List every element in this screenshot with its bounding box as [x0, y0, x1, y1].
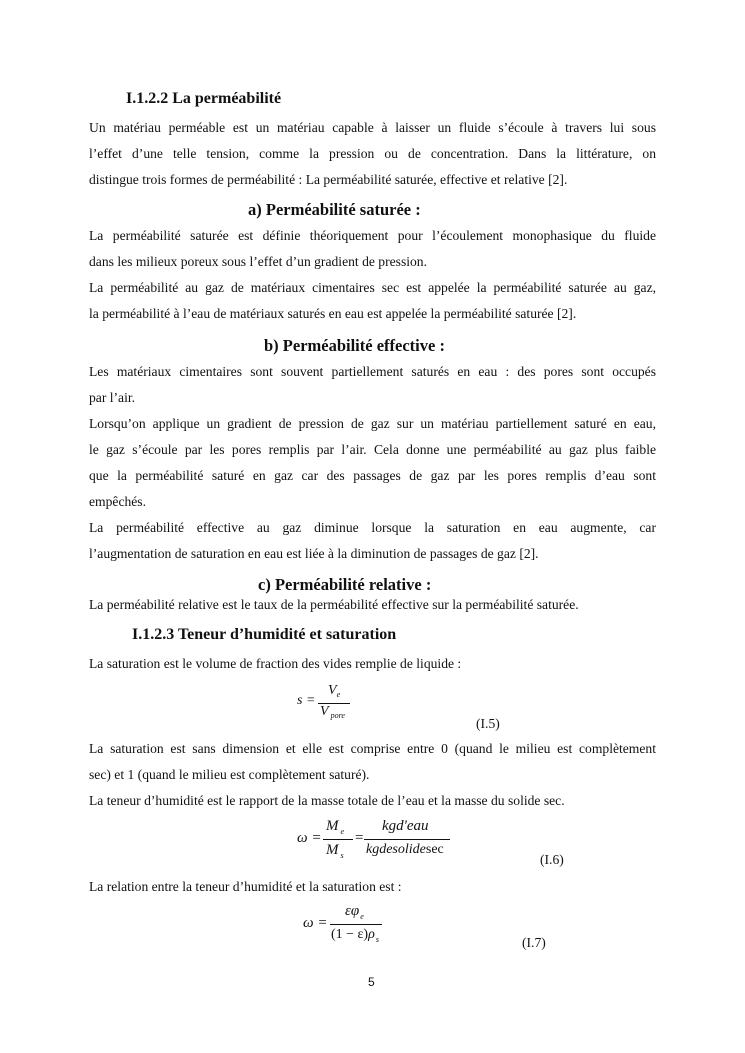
eq6-num1: M $_e$	[326, 818, 345, 836]
subsection-heading-saturee: a) Perméabilité saturée :	[248, 200, 421, 219]
eq6-den1: M $_s$	[326, 842, 344, 860]
eq6-fraction-bar-2	[364, 839, 450, 840]
eq5-numerator: $V_e$	[328, 683, 341, 699]
saturee-line-4: la perméabilité à l’eau de matériaux saturés en eau est appelée la perméabilité saturée [2].	[89, 306, 577, 321]
effective-line-2: par l’air.	[89, 390, 136, 405]
intro-line-1: Un matériau perméable est un matériau capable à laisser un fluide s’écoule à travers lui sous	[89, 120, 656, 135]
section-heading-teneur: I.1.2.3 Teneur d’humidité et saturation	[132, 626, 397, 643]
effective-paragraph	[89, 359, 656, 567]
page-number: 5	[368, 975, 375, 989]
section-heading-permeabilite: I.1.2.2 La perméabilité	[126, 90, 282, 107]
eq6-lhs: ω =	[297, 830, 322, 846]
effective-line-3: Lorsqu’on applique un gradient de pression de gaz sur un matériau partiellement saturé en eau,	[89, 416, 656, 431]
eq5-denominator: V $_{pore}$	[320, 704, 345, 720]
effective-line-8: l’augmentation de saturation en eau est liée à la diminution de passages de gaz [2].	[89, 546, 539, 561]
effective-line-7: La perméabilité effective au gaz diminue lorsque la saturation en eau augmente, car	[89, 520, 656, 535]
saturation-intro-line: La saturation est le volume de fraction des vides remplie de liquide :	[89, 656, 462, 671]
relative-paragraph	[89, 594, 656, 616]
effective-line-5: que la perméabilité saturé en gaz car des passages de gaz par les pores remplis d’eau sont	[89, 468, 656, 483]
eq6-fraction-bar-1	[323, 839, 353, 840]
intro-line-3: distingue trois formes de perméabilité : La perméabilité saturée, effective et relative [2].	[89, 172, 568, 187]
eq6-label: (I.6)	[540, 852, 564, 867]
effective-line-1: Les matériaux cimentaires sont souvent partiellement saturés en eau : des pores sont occupés	[89, 364, 656, 379]
intro-line-2: l’effet d’une telle tension, comme la pression ou de concentration. Dans la littérature, on	[89, 146, 656, 161]
effective-line-4: le gaz s’écoule par les pores remplis par l’air. Cela donne une perméabilité au gaz plus faible	[89, 442, 656, 457]
eq7-lhs: ω =	[303, 915, 328, 931]
effective-line-6: empêchés.	[89, 494, 146, 509]
saturation-line-3: La teneur d’humidité est le rapport de la masse totale de l’eau et la masse du solide sec.	[89, 793, 565, 808]
saturee-line-2: dans les milieux poreux sous l’effet d’un gradient de pression.	[89, 254, 428, 269]
saturation-paragraph	[89, 736, 656, 814]
saturation-line-2: sec) et 1 (quand le milieu est complètement saturé).	[89, 767, 370, 782]
eq7-denominator: $(1 - \varepsilon)\rho_s$	[331, 927, 379, 944]
subsection-heading-effective: b) Perméabilité effective :	[264, 336, 445, 355]
relation-intro	[89, 874, 656, 900]
relation-intro-line: La relation entre la teneur d’humidité et la saturation est :	[89, 879, 402, 894]
saturee-line-1: La perméabilité saturée est définie théoriquement pour l’écoulement monophasique du fluide	[89, 228, 656, 243]
eq7-numerator: $\varepsilon\varphi_e$	[345, 903, 364, 921]
relative-line-1: La perméabilité relative est le taux de la perméabilité effective sur la perméabilité saturée.	[89, 597, 579, 612]
intro-paragraph	[89, 115, 656, 193]
eq5-label: (I.5)	[476, 716, 500, 731]
eq7-label: (I.7)	[522, 935, 546, 950]
saturation-line-1: La saturation est sans dimension et elle est comprise entre 0 (quand le milieu est complètement	[89, 741, 656, 756]
saturee-paragraph	[89, 223, 656, 327]
eq6-equals: =	[355, 830, 364, 846]
eq5-lhs: s =	[297, 693, 316, 708]
eq6-den2: kgdesolidesec	[366, 842, 444, 857]
eq6-num2: kgd'eau	[382, 818, 429, 834]
saturee-line-3: La perméabilité au gaz de matériaux cimentaires sec est appelée la perméabilité saturée au gaz,	[89, 280, 656, 295]
subsection-heading-relative: c) Perméabilité relative :	[258, 575, 432, 594]
eq7-fraction-bar	[330, 924, 382, 925]
saturation-intro	[89, 651, 656, 677]
